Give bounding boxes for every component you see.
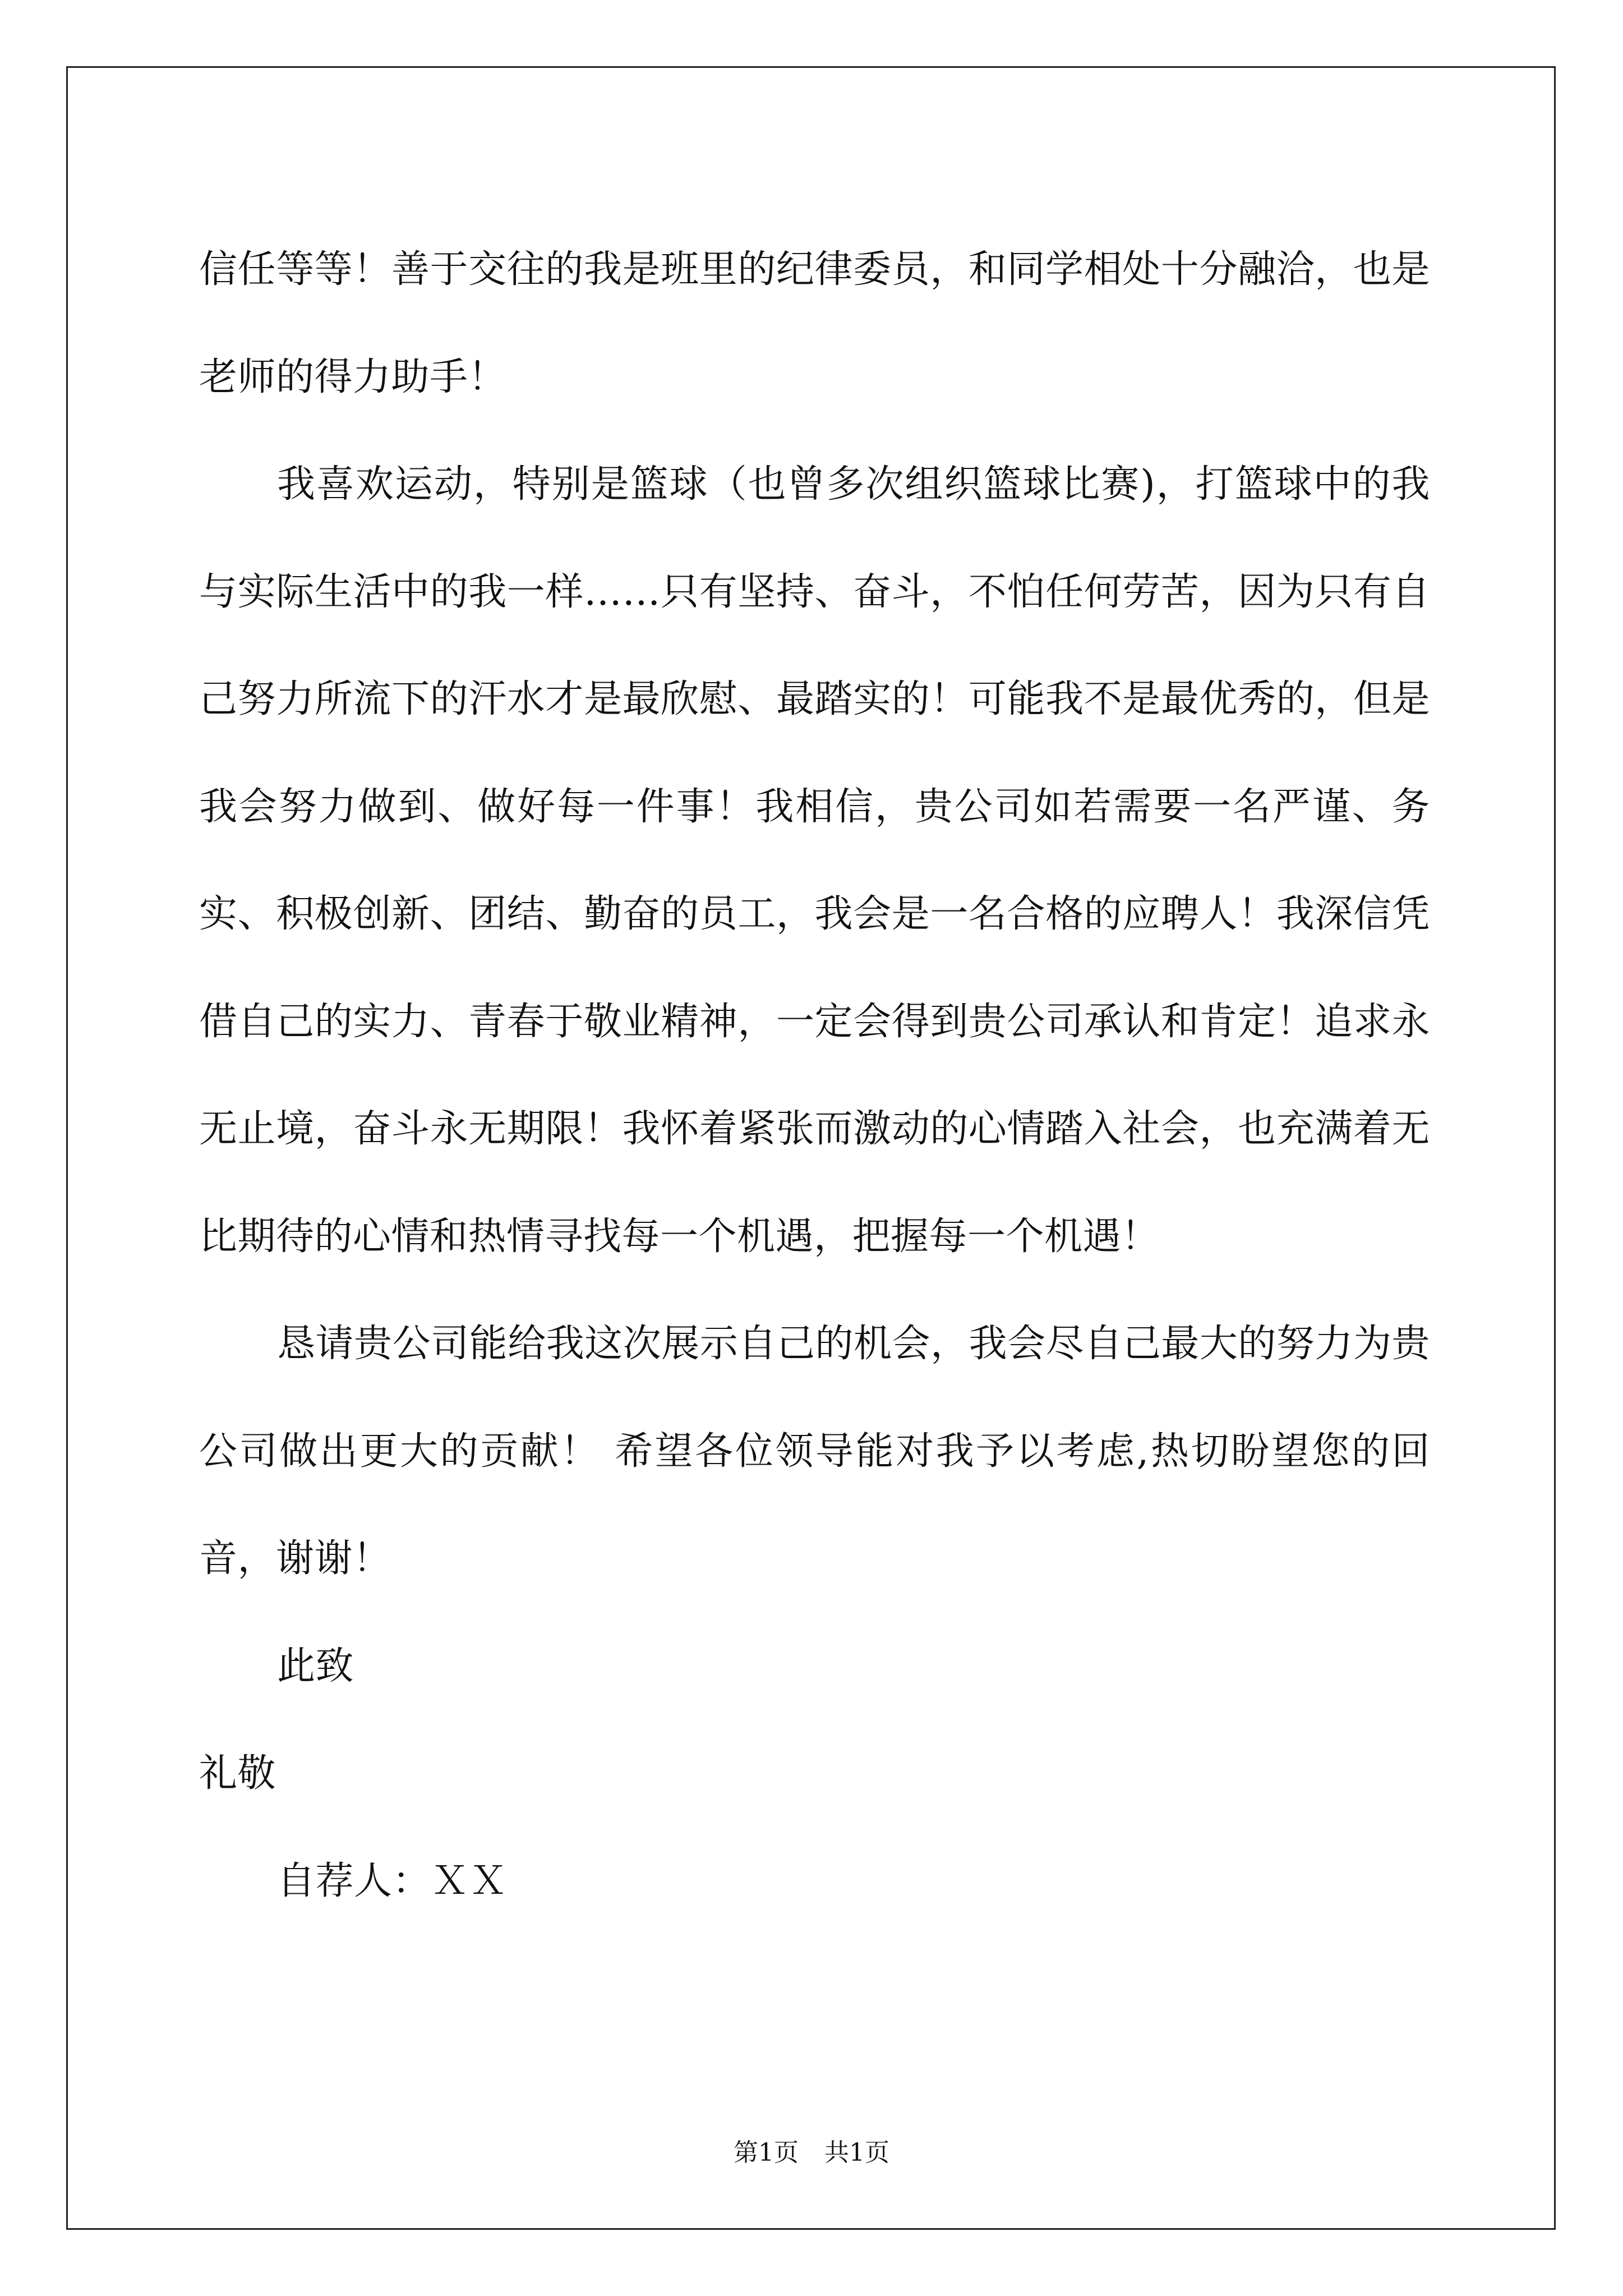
paragraph-request: 恳请贵公司能给我这次展示自己的机会，我会尽自己最大的努力为贵公司做出更大的贡献！ 希望各位领导能对我予以考虑,热切盼望您的回音，谢谢！ — [199, 1322, 1430, 1581]
letter-body — [199, 216, 1430, 1935]
closing-salutation: 此致 — [277, 1644, 354, 1688]
signature-line: 自荐人：ＸＸ — [277, 1858, 508, 1903]
page-number: 第1页 — [734, 2138, 799, 2167]
page-footer — [0, 2136, 1623, 2170]
closing-regards: 礼敬 — [199, 1751, 276, 1796]
page-total: 共1页 — [824, 2138, 889, 2167]
paragraph-hobbies: 我喜欢运动，特别是篮球（也曾多次组织篮球比赛)，打篮球中的我与实际生活中的我一样……只有坚持、奋斗，不怕任何劳苦，因为只有自己努力所流下的汗水才是最欣慰、最踏实的！可能我不是最优秀的，但是我会努力做到、做好每一件事！我相信，贵公司如若需要一名严谨、务实、积极创新、团结、勤奋的员工，我会是一名合格的应聘人！我深信凭借自己的实力、青春于敬业精神，一定会得到贵公司承认和肯定！追求永无止境，奋斗永无期限！我怀着紧张而激动的心情踏入社会，也充满着无比期待的心情和热情寻找每一个机遇，把握每一个机遇！ — [199, 462, 1430, 1259]
paragraph-continuation: 信任等等！善于交往的我是班里的纪律委员，和同学相处十分融洽，也是老师的得力助手！ — [199, 247, 1430, 399]
